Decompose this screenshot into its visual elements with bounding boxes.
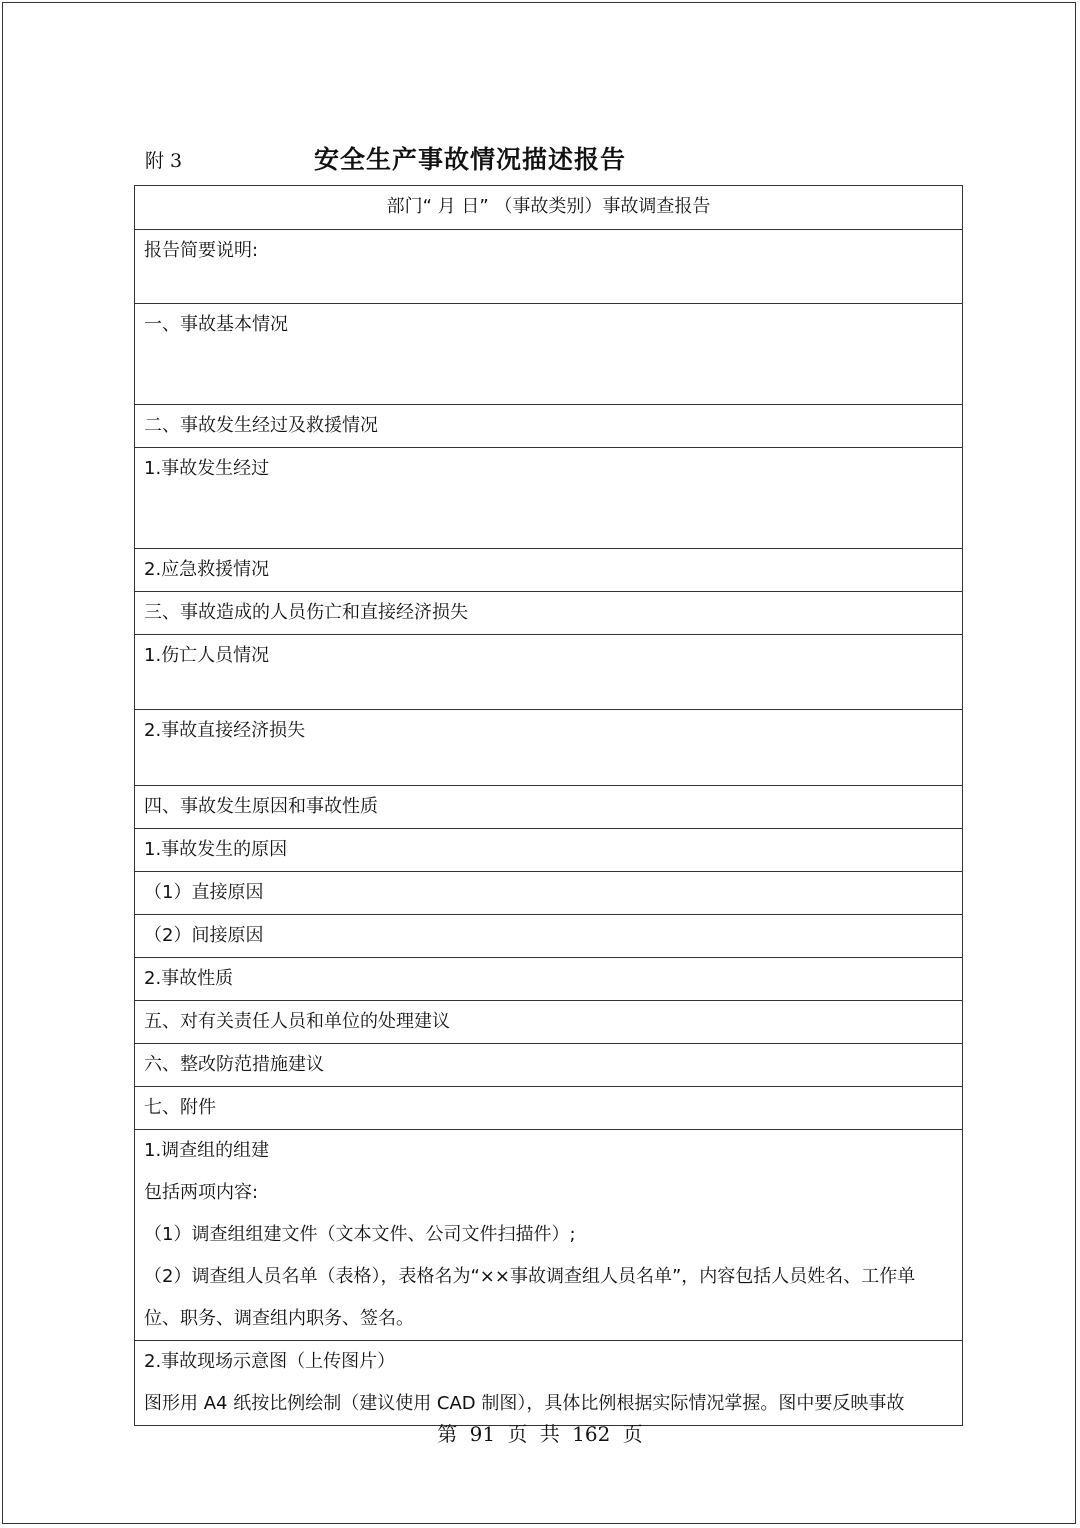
cell-text: 四、事故发生原因和事故性质 (144, 796, 378, 817)
form-cell[interactable] (135, 786, 963, 829)
table-row (135, 635, 963, 710)
table-row (135, 786, 963, 829)
table-row (135, 1087, 963, 1130)
table-row (135, 230, 963, 304)
form-cell[interactable] (135, 635, 963, 710)
table-row (135, 710, 963, 786)
report-form-table (134, 185, 963, 1426)
form-cell[interactable] (135, 872, 963, 915)
cell-text: （2）间接原因 (144, 925, 264, 946)
appendix-label: 附 3 (145, 150, 183, 172)
cell-text: 六、整改防范措施建议 (144, 1054, 324, 1075)
cell-text: 二、事故发生经过及救援情况 (144, 415, 378, 436)
table-row (135, 448, 963, 549)
form-cell[interactable] (135, 405, 963, 448)
table-row (135, 405, 963, 448)
form-cell[interactable] (135, 1087, 963, 1130)
form-cell[interactable] (135, 915, 963, 958)
table-row (135, 872, 963, 915)
form-cell[interactable] (135, 549, 963, 592)
form-cell[interactable] (135, 1341, 963, 1426)
cell-text: 七、附件 (144, 1097, 216, 1118)
cell-text: 2.事故性质 (144, 968, 234, 989)
table-row (135, 1044, 963, 1087)
cell-text: 三、事故造成的人员伤亡和直接经济损失 (144, 602, 468, 623)
form-cell[interactable] (135, 1044, 963, 1087)
table-row (135, 304, 963, 405)
form-cell[interactable] (135, 186, 963, 230)
cell-text: 1.事故发生经过 (144, 458, 270, 479)
form-cell[interactable] (135, 1130, 963, 1341)
form-cell[interactable] (135, 829, 963, 872)
form-cell[interactable] (135, 448, 963, 549)
form-cell[interactable] (135, 958, 963, 1001)
cell-text: 图形用 A4 纸按比例绘制（建议使用 CAD 制图），具体比例根据实际情况掌握。图中要反映事故 (144, 1393, 905, 1414)
table-row (135, 829, 963, 872)
form-cell[interactable] (135, 592, 963, 635)
page-footer: 第 91 页 共 162 页 (437, 1422, 643, 1446)
form-cell[interactable] (135, 1001, 963, 1044)
cell-text: 2.事故现场示意图（上传图片） (144, 1351, 396, 1372)
cell-text: 部门“ 月 日” （事故类别）事故调查报告 (386, 196, 711, 217)
table-row (135, 549, 963, 592)
table-row (135, 1341, 963, 1426)
table-row (135, 186, 963, 230)
cell-text: 包括两项内容: (144, 1182, 259, 1203)
cell-text: （1）直接原因 (144, 882, 264, 903)
cell-text: 报告简要说明: (144, 240, 259, 261)
table-row (135, 958, 963, 1001)
table-row (135, 592, 963, 635)
cell-text: （1）调查组组建文件（文本文件、公司文件扫描件）; (144, 1224, 576, 1245)
form-cell[interactable] (135, 230, 963, 304)
cell-text: 一、事故基本情况 (144, 314, 288, 335)
form-cell[interactable] (135, 710, 963, 786)
table-row (135, 915, 963, 958)
cell-text: 2.应急救援情况 (144, 559, 270, 580)
cell-text: 1.伤亡人员情况 (144, 645, 270, 666)
cell-text: 位、职务、调查组内职务、签名。 (144, 1308, 414, 1329)
form-cell[interactable] (135, 304, 963, 405)
cell-text: 1.调查组的组建 (144, 1140, 270, 1161)
table-row (135, 1130, 963, 1341)
cell-text: （2）调查组人员名单（表格），表格名为“××事故调查组人员名单”，内容包括人员姓名、工作单 (144, 1266, 916, 1287)
cell-text: 2.事故直接经济损失 (144, 720, 306, 741)
table-row (135, 1001, 963, 1044)
cell-text: 1.事故发生的原因 (144, 839, 288, 860)
cell-text: 五、对有关责任人员和单位的处理建议 (144, 1011, 450, 1032)
page-title: 安全生产事故情况描述报告 (313, 145, 626, 174)
